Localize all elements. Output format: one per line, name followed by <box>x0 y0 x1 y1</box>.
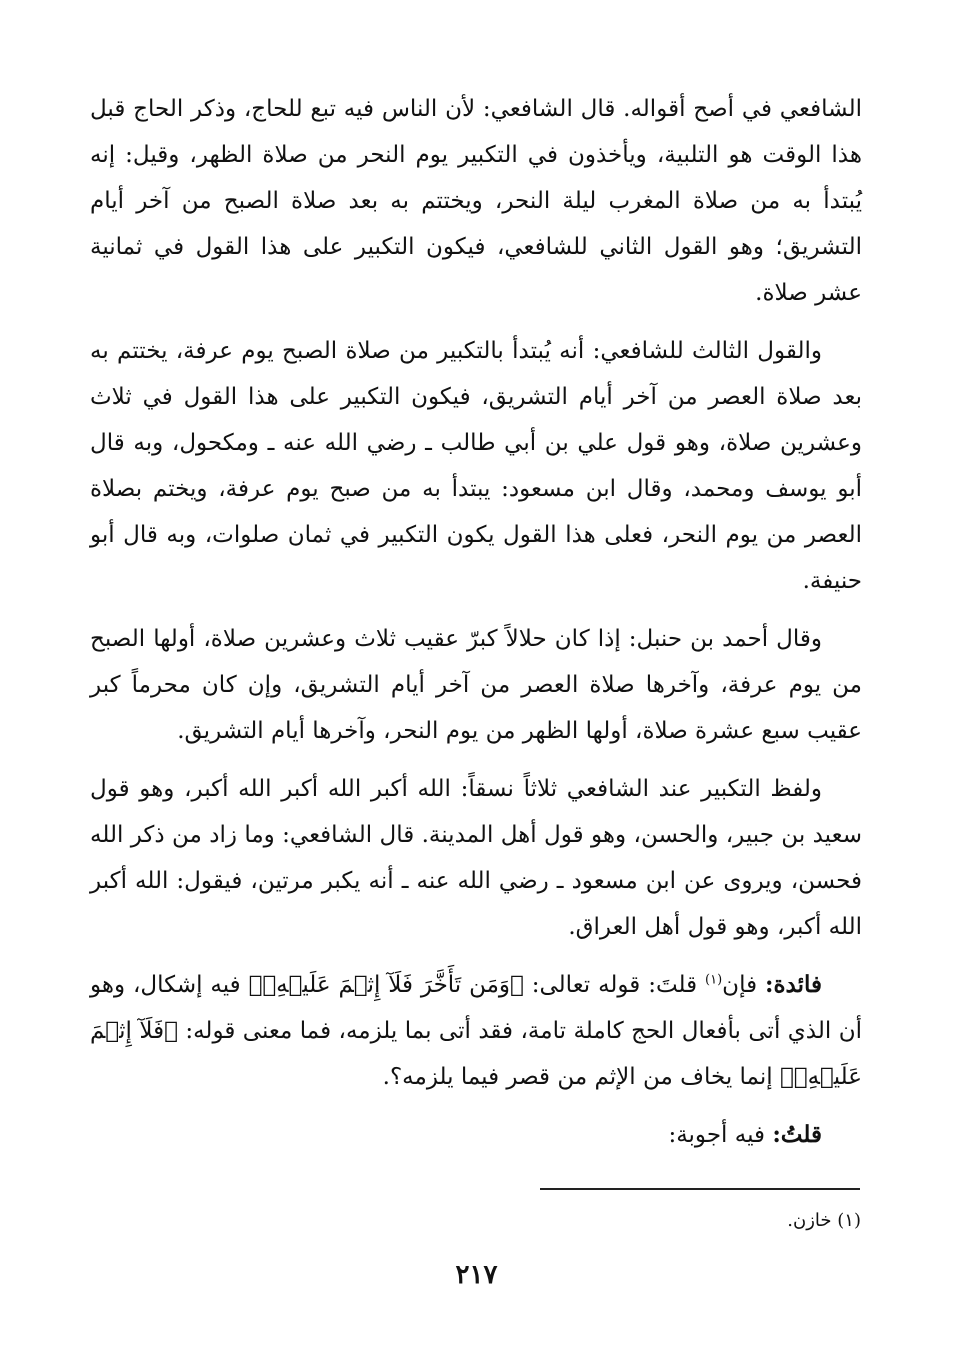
footnote-reference[interactable]: (١) <box>705 972 723 988</box>
paragraph-5-text-3: فيه إشكال، وهو أن الذي أتى بأفعال الحج كاملة تامة، فقد أتى بما يلزمه، فما معنى قوله: <box>90 972 863 1044</box>
page-number: ٢١٧ <box>455 1260 498 1290</box>
paragraph-3: وقال أحمد بن حنبل: إذا كان حلالاً كبرّ عقيب ثلاث وعشرين صلاة، أولها الصبح من يوم عرفة، وآخرها صلاة العصر من آخر أيام التشريق، وإن كان محرماً كبر عقيب سبع عشرة صلاة، أولها الظهر من يوم النحر، وآخرها أيام التشريق. <box>90 626 862 744</box>
paragraph-1: الشافعي في أصح أقواله. قال الشافعي: لأن الناس فيه تبع للحاج، وذكر الحاج قبل هذا الوقت هو التلبية، ويأخذون في التكبير يوم النحر من صلاة الظهر، وقيل: إنه يُبتدأ به من صلاة المغرب ليلة النحر، ويختتم به بعد صلاة الصبح من آخر أيام التشريق؛ وهو القول الثاني للشافعي، فيكون التكبير على هذا القول في ثمانية عشر صلاة. <box>90 96 862 306</box>
paragraph-5-text-2: قلتَ: قوله تعالى: <box>523 972 706 998</box>
paragraph-6-text: فيه أجوبة: <box>668 1122 773 1148</box>
quran-verse-2: ﴿فَلَآ إِثۡمَ عَلَيۡهِۚ﴾ <box>90 1018 862 1090</box>
paragraph-4: ولفظ التكبير عند الشافعي ثلاثاً نسقاً: الله أكبر الله أكبر الله أكبر، وهو قول سعيد بن جبير، والحسن، وهو قول أهل المدينة. قال الشافعي: وما زاد من ذكر الله فحسن، ويروى عن ابن مسعود ـ رضي الله عنه ـ أنه يكبر مرتين، فيقول: الله أكبر الله أكبر، وهو قول أهل العراق. <box>90 776 862 940</box>
paragraph-5-text-4: إنما يخاف من الإثم من قصر فيما يلزمه؟. <box>382 1064 780 1090</box>
paragraph-5 <box>90 962 862 1100</box>
paragraph-5-text-1: فإن <box>722 972 765 998</box>
answer-label: قلتُ: <box>772 1121 822 1148</box>
paragraph-6 <box>90 1112 862 1158</box>
paragraph-2: والقول الثالث للشافعي: أنه يُبتدأ بالتكبير من صلاة الصبح يوم عرفة، يختتم به بعد صلاة العصر من آخر أيام التشريق، فيكون التكبير على هذا القول في ثلاث وعشرين صلاة، وهو قول علي بن أبي طالب ـ رضي الله عنه ـ ومكحول، وبه قال أبو يوسف ومحمد، وقال ابن مسعود: يبتدأ به من صبح يوم عرفة، ويختم بصلاة العصر من يوم النحر، فعلى هذا القول يكون التكبير في ثمان صلوات، وبه قال أبو حنيفة. <box>90 338 862 594</box>
benefit-label: فائدة: <box>764 971 822 998</box>
quran-verse-1: ﴿وَمَن تَأَخَّرَ فَلَآ إِثۡمَ عَلَيۡهِۚ﴾ <box>248 972 524 998</box>
footnote: (١) خازن. <box>787 1210 861 1231</box>
footnote-divider <box>540 1188 860 1190</box>
page-body <box>90 86 862 1170</box>
